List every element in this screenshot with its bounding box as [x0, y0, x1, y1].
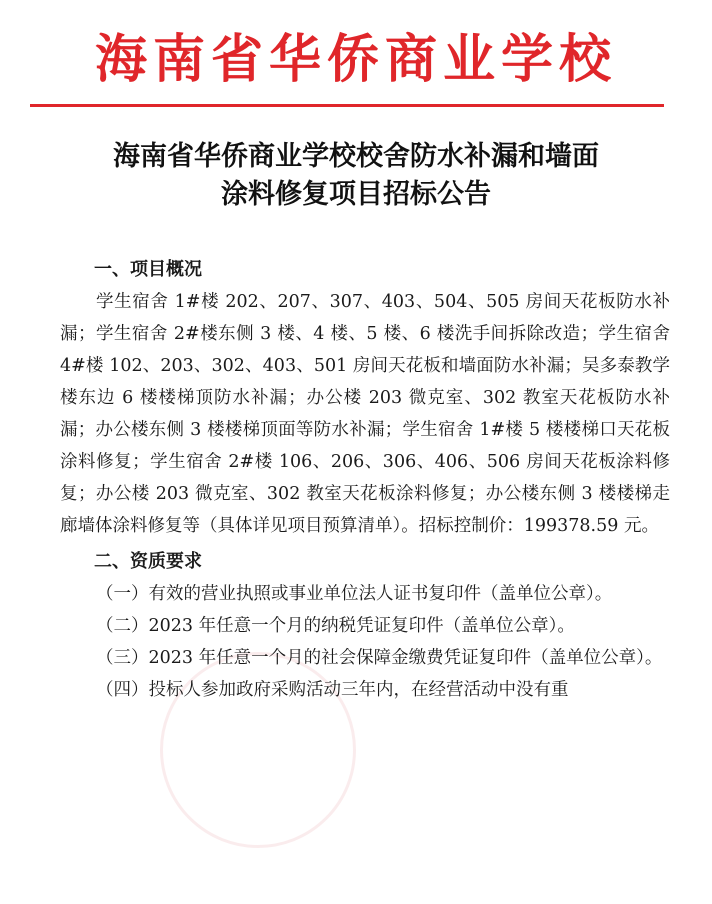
qualification-item-3: （三）2023 年任意一个月的社会保障金缴费凭证复印件（盖单位公章）。: [96, 648, 663, 668]
letterhead-divider: [30, 104, 664, 107]
letterhead-school-name: 海南省华侨商业学校: [94, 29, 617, 90]
section-heading-qualification: 二、资质要求: [94, 551, 202, 572]
document-title: [0, 138, 712, 214]
qualification-item-2: （二）2023 年任意一个月的纳税凭证复印件（盖单位公章）。: [96, 616, 575, 636]
qualification-item-4: （四）投标人参加政府采购活动三年内，在经营活动中没有重: [96, 680, 569, 700]
document-title-line-2: 涂料修复项目招标公告: [221, 179, 491, 210]
document-body: [60, 254, 670, 706]
project-overview-paragraph: 学生宿舍 1#楼 202、207、307、403、504、505 房间天花板防水补漏；学生宿舍 2#楼东侧 3 楼、4 楼、5 楼、6 楼洗手间拆除改造；学生宿舍 4#楼 102、203、302、403、501 房间天花板和墙面防水补漏；吴多泰教学楼东边 6 楼楼梯顶防水补漏；办公楼 203 微克室、302 教室天花板防水补漏；办公楼东侧 3 楼楼梯顶面等防水补漏；学生宿舍 1#楼 5 楼楼梯口天花板涂料修复；学生宿舍 2#楼 106、206、306、406、506 房间天花板涂料修复；办公楼 203 微克室、302 教室天花板涂料修复；办公楼东侧 3 楼楼梯走廊墙体涂料修复等（具体详见项目预算清单）。招标控制价：199378.59 元。: [60, 292, 670, 536]
section-heading-project-overview: 一、项目概况: [94, 259, 202, 280]
document-title-line-1: 海南省华侨商业学校校舍防水补漏和墙面: [113, 141, 599, 172]
qualification-item-1: （一）有效的营业执照或事业单位法人证书复印件（盖单位公章）。: [96, 584, 613, 604]
